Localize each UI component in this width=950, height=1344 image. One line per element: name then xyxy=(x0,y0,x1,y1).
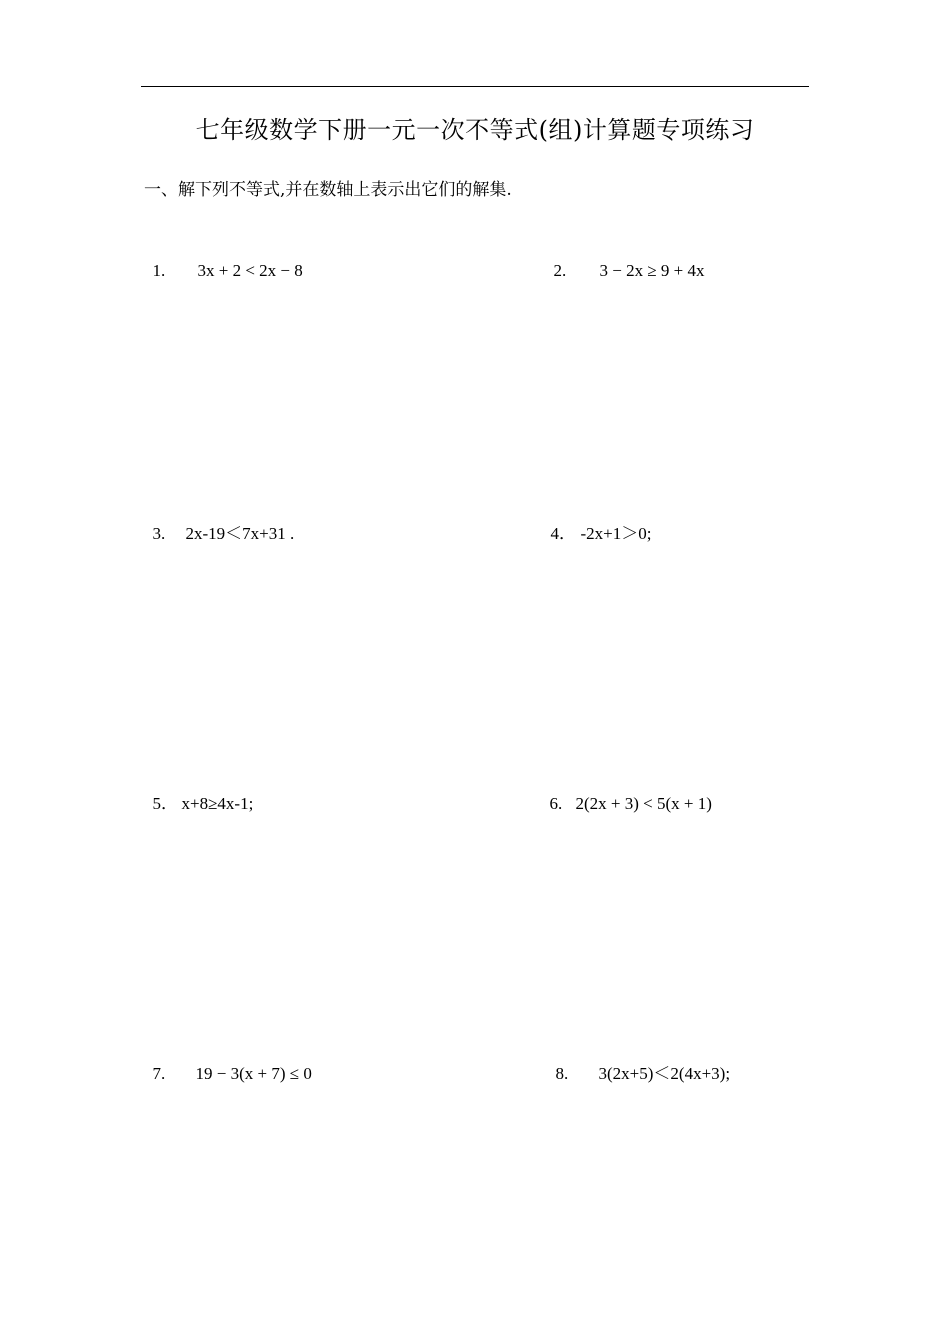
problem-expression: 3(2x+5)＜2(4x+3); xyxy=(598,1064,731,1083)
problem-1 xyxy=(144,235,303,283)
problem-number: 5． xyxy=(152,794,178,813)
problem-expression: 2x-19＜7x+31 . xyxy=(185,524,295,543)
problem-7 xyxy=(144,1038,312,1086)
problem-2 xyxy=(545,235,705,283)
problem-expression: -2x+1＞0; xyxy=(580,524,652,543)
problem-expression: x+8≥4x-1; xyxy=(181,794,254,813)
problem-number: 3. xyxy=(152,524,166,543)
problem-number: 7. xyxy=(152,1064,166,1083)
problem-number: 6. xyxy=(549,794,563,813)
problem-4 xyxy=(542,498,651,546)
problem-expression: 2(2x + 3) < 5(x + 1) xyxy=(575,794,712,813)
page-title: 七年级数学下册一元一次不等式(组)计算题专项练习 xyxy=(195,116,755,144)
problem-expression: 3x + 2 < 2x − 8 xyxy=(197,261,303,280)
problem-number: 4． xyxy=(550,524,576,543)
section-instruction: 一、解下列不等式,并在数轴上表示出它们的解集. xyxy=(144,180,512,200)
problem-5 xyxy=(144,768,253,816)
problem-8 xyxy=(547,1038,730,1086)
problem-number: 1. xyxy=(152,261,166,280)
problem-expression: 19 − 3(x + 7) ≤ 0 xyxy=(195,1064,312,1083)
header-rule xyxy=(141,86,809,87)
problem-6 xyxy=(541,768,712,816)
problem-number: 2. xyxy=(553,261,567,280)
problem-number: 8. xyxy=(555,1064,569,1083)
problem-expression: 3 − 2x ≥ 9 + 4x xyxy=(599,261,705,280)
problem-3 xyxy=(144,498,294,546)
